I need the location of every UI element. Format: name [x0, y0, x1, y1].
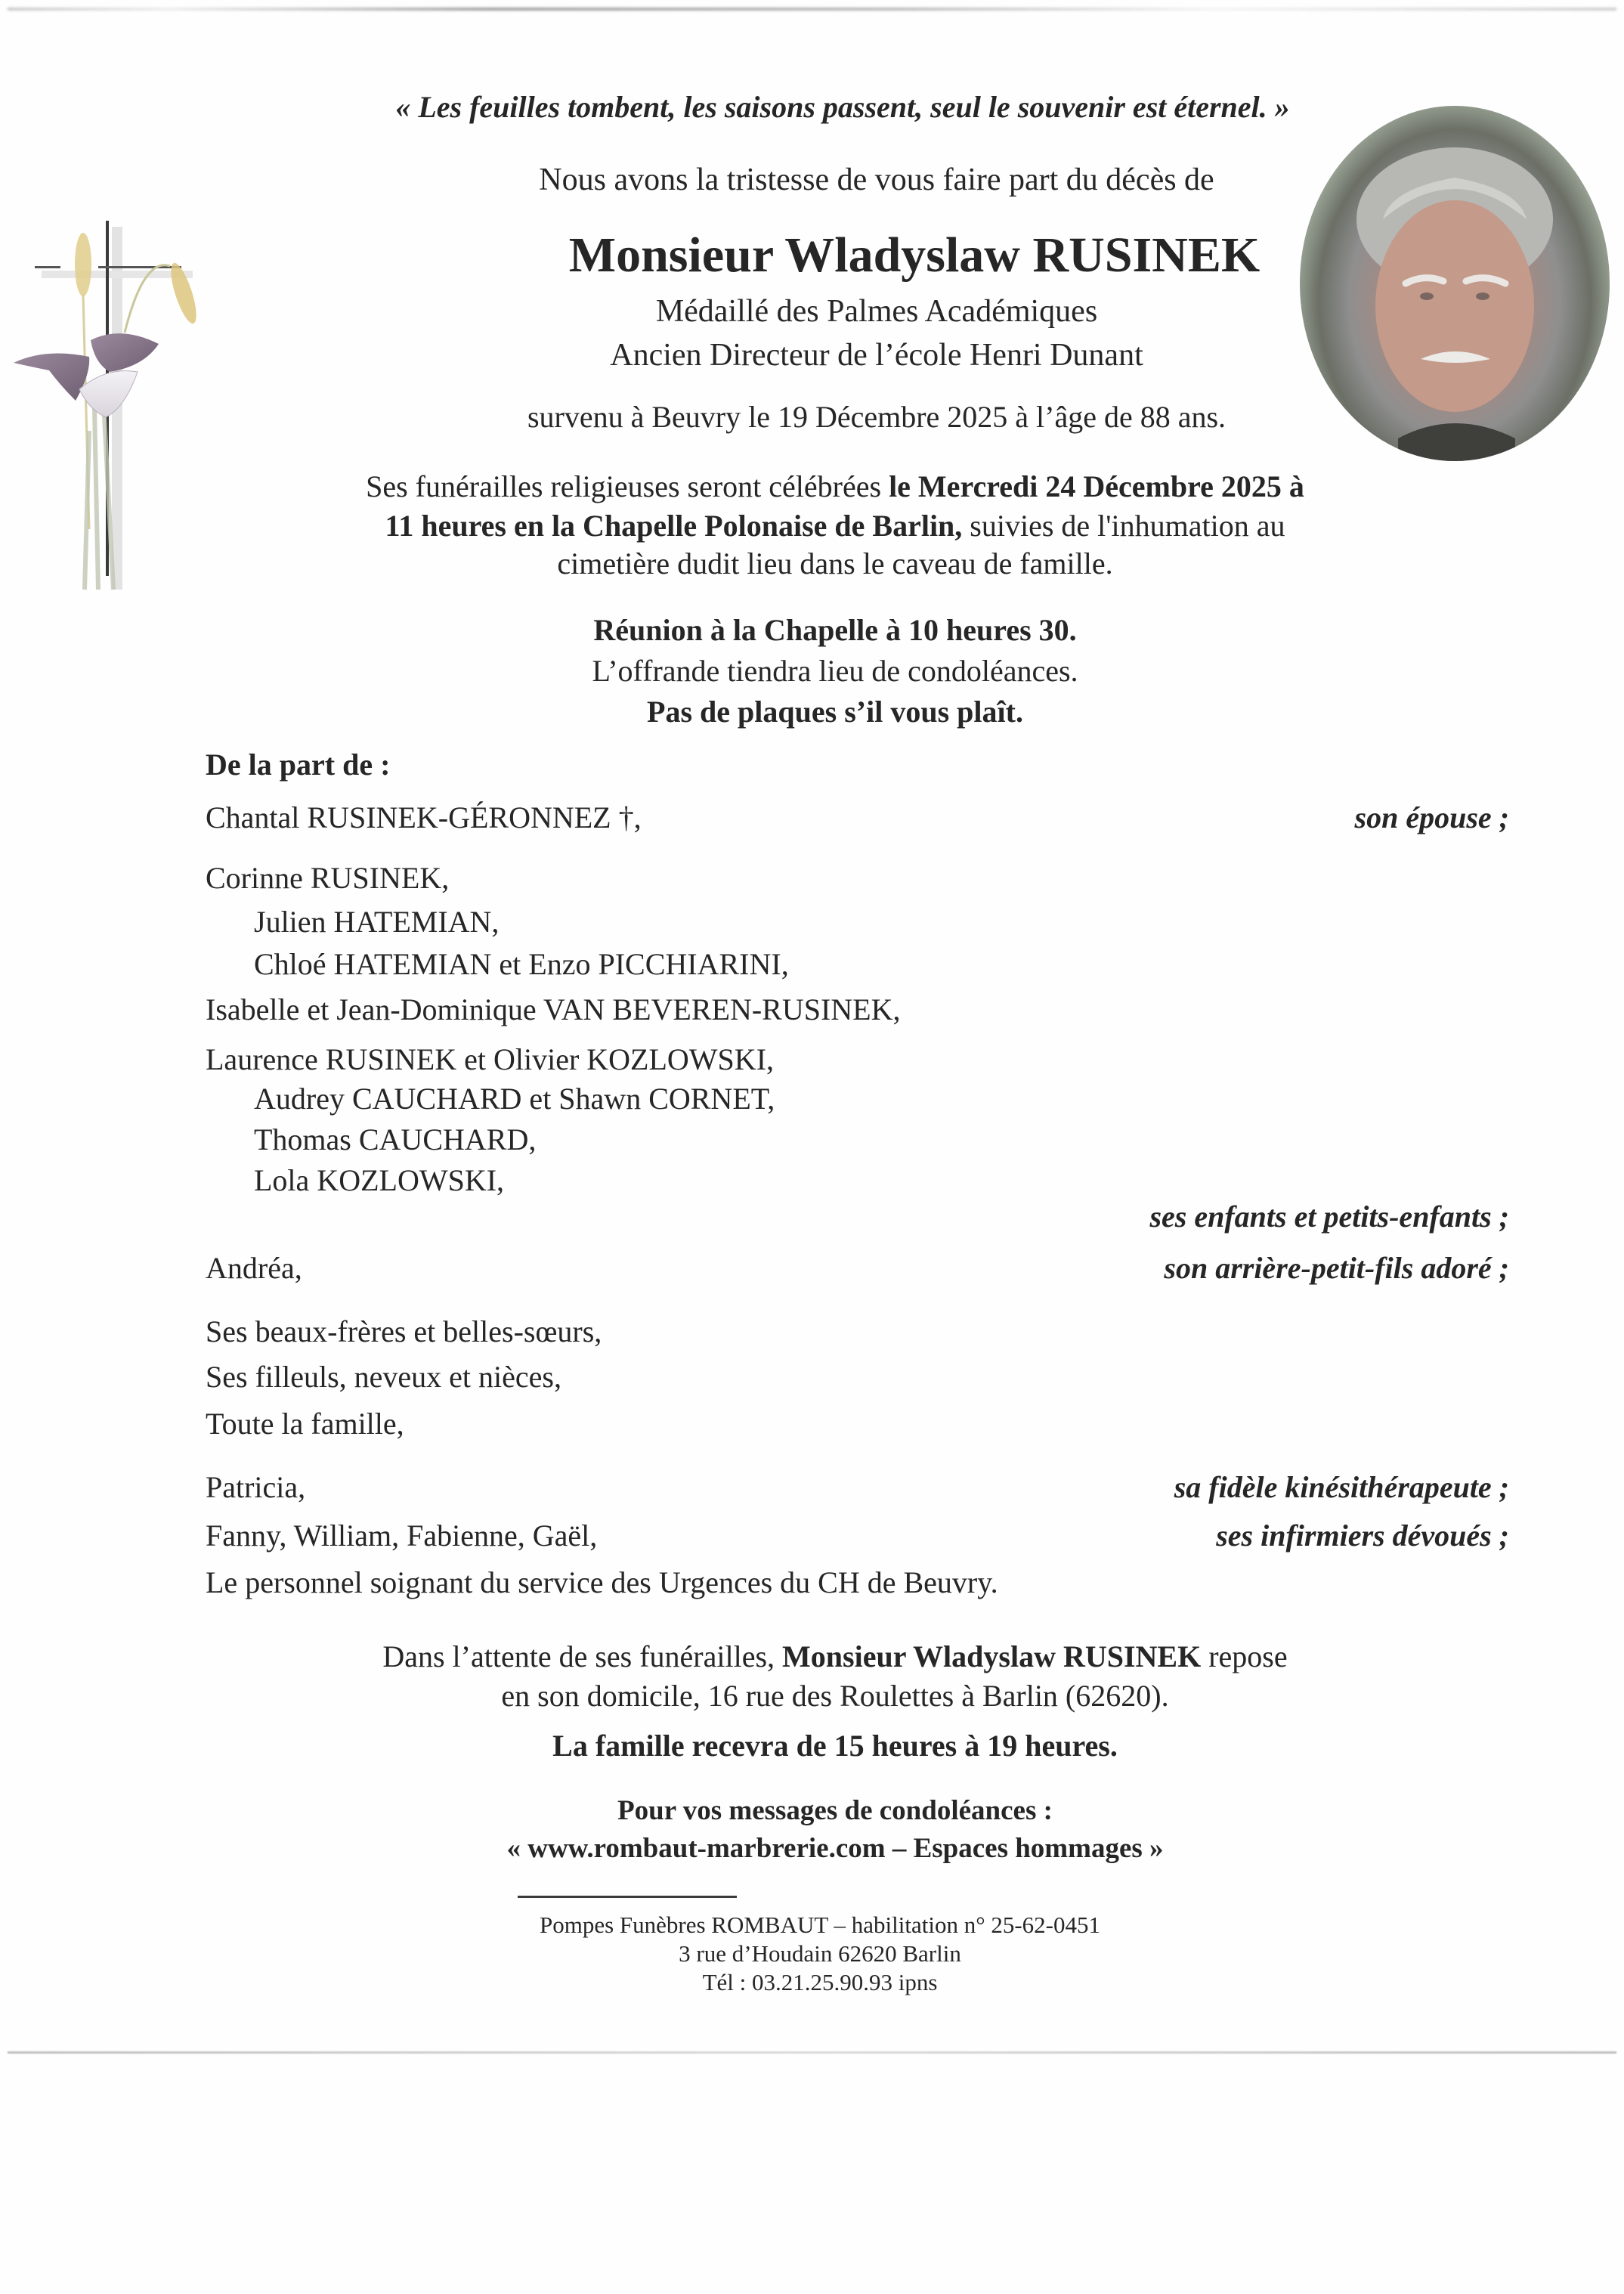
- visitation-text: repose: [1201, 1639, 1288, 1673]
- visitation-text: Dans l’attente de ses funérailles,: [382, 1639, 783, 1673]
- family-member: Laurence RUSINEK et Olivier KOZLOWSKI,: [206, 1042, 775, 1076]
- offering-note: L’offrande tiendra lieu de condoléances.: [592, 654, 1078, 688]
- relatives-line: Toute la famille,: [206, 1407, 404, 1441]
- wheat-ear-left: [75, 233, 91, 296]
- family-heading: De la part de :: [206, 748, 391, 782]
- cross-horizontal-left: [35, 266, 60, 268]
- spouse-name: Chantal RUSINEK-GÉRONNEZ †,: [206, 800, 642, 834]
- family-member: Corinne RUSINEK,: [206, 861, 450, 895]
- visitation-name: Monsieur Wladyslaw RUSINEK: [782, 1639, 1202, 1673]
- relatives-line: Ses beaux-frères et belles-sœurs,: [206, 1314, 602, 1348]
- hospital-staff: Le personnel soignant du service des Urgences du CH de Beuvry.: [206, 1565, 998, 1599]
- family-member: Thomas CAUCHARD,: [254, 1122, 537, 1156]
- ceremony-line-3: cimetière dudit lieu dans le caveau de famille.: [557, 546, 1113, 580]
- caregiver-relation: sa fidèle kinésithérapeute ;: [1174, 1470, 1509, 1504]
- great-grandchild-name: Andréa,: [206, 1251, 302, 1285]
- scan-edge-bottom: [8, 2051, 1616, 2054]
- family-member: Lola KOZLOWSKI,: [254, 1163, 505, 1197]
- lily-stems: [85, 408, 113, 590]
- children-relation: ses enfants et petits-enfants ;: [1149, 1200, 1509, 1234]
- caregiver-name: Fanny, William, Fabienne, Gaël,: [206, 1518, 598, 1553]
- ceremony-line-1: [287, 469, 1383, 505]
- visitation-address: en son domicile, 16 rue des Roulettes à Barlin (62620).: [501, 1679, 1169, 1713]
- visitation-line-1: [287, 1639, 1383, 1675]
- condolences-website[interactable]: « www.rombaut-marbrerie.com – Espaces hommages »: [506, 1833, 1164, 1864]
- family-member: Julien HATEMIAN,: [254, 905, 500, 939]
- caregiver-relation: ses infirmiers dévoués ;: [1216, 1518, 1509, 1553]
- funeral-home-name: Pompes Funèbres ROMBAUT – habilitation n° 25-62-0451: [539, 1912, 1101, 1938]
- cross-lily-ornament: [0, 212, 227, 816]
- family-member: Audrey CAUCHARD et Shawn CORNET,: [254, 1082, 775, 1116]
- lily-top: [91, 333, 159, 372]
- deceased-title-1: Médaillé des Palmes Académiques: [655, 294, 1098, 329]
- wheat-ear-right: [166, 261, 202, 327]
- family-member: Chloé HATEMIAN et Enzo PICCHIARINI,: [254, 947, 789, 981]
- lily-left: [14, 354, 89, 401]
- ceremony-date: le Mercredi 24 Décembre 2025 à: [889, 469, 1304, 503]
- divider: [518, 1896, 737, 1898]
- visitation-hours: La famille recevra de 15 heures à 19 heures.: [552, 1729, 1118, 1763]
- relatives-line: Ses filleuls, neveux et nièces,: [206, 1360, 561, 1394]
- deceased-title-2: Ancien Directeur de l’école Henri Dunant: [610, 338, 1143, 373]
- no-plaques-note: Pas de plaques s’il vous plaît.: [647, 695, 1023, 729]
- family-member: Isabelle et Jean-Dominique VAN BEVEREN-RUSINEK,: [206, 992, 901, 1026]
- funeral-home-address: 3 rue d’Houdain 62620 Barlin: [679, 1940, 961, 1967]
- deceased-name: Monsieur Wladyslaw RUSINEK: [568, 228, 1261, 283]
- intro-text: Nous avons la tristesse de vous faire part du décès de: [539, 163, 1214, 197]
- scan-edge-top: [8, 8, 1616, 11]
- ceremony-text: Ses funérailles religieuses seront célébrées: [366, 469, 889, 503]
- caregiver-name: Patricia,: [206, 1470, 306, 1504]
- funeral-home-phone: Tél : 03.21.25.90.93 ipns: [702, 1969, 938, 1995]
- cross-shadow-horizontal: [42, 271, 193, 278]
- condolences-label: Pour vos messages de condoléances :: [617, 1795, 1053, 1826]
- memorial-quote: « Les feuilles tombent, les saisons passent, seul le souvenir est éternel. »: [395, 90, 1290, 124]
- ceremony-line-2: [287, 508, 1383, 544]
- lily-white: [79, 371, 138, 417]
- ceremony-burial: suivies de l'inhumation au: [962, 509, 1285, 543]
- great-grandchild-relation: son arrière-petit-fils adoré ;: [1164, 1251, 1509, 1285]
- death-notice: survenu à Beuvry le 19 Décembre 2025 à l’âge de 88 ans.: [527, 400, 1227, 434]
- spouse-relation: son épouse ;: [1354, 800, 1509, 834]
- ceremony-place: 11 heures en la Chapelle Polonaise de Barlin,: [385, 509, 963, 543]
- reunion-time: Réunion à la Chapelle à 10 heures 30.: [593, 613, 1077, 647]
